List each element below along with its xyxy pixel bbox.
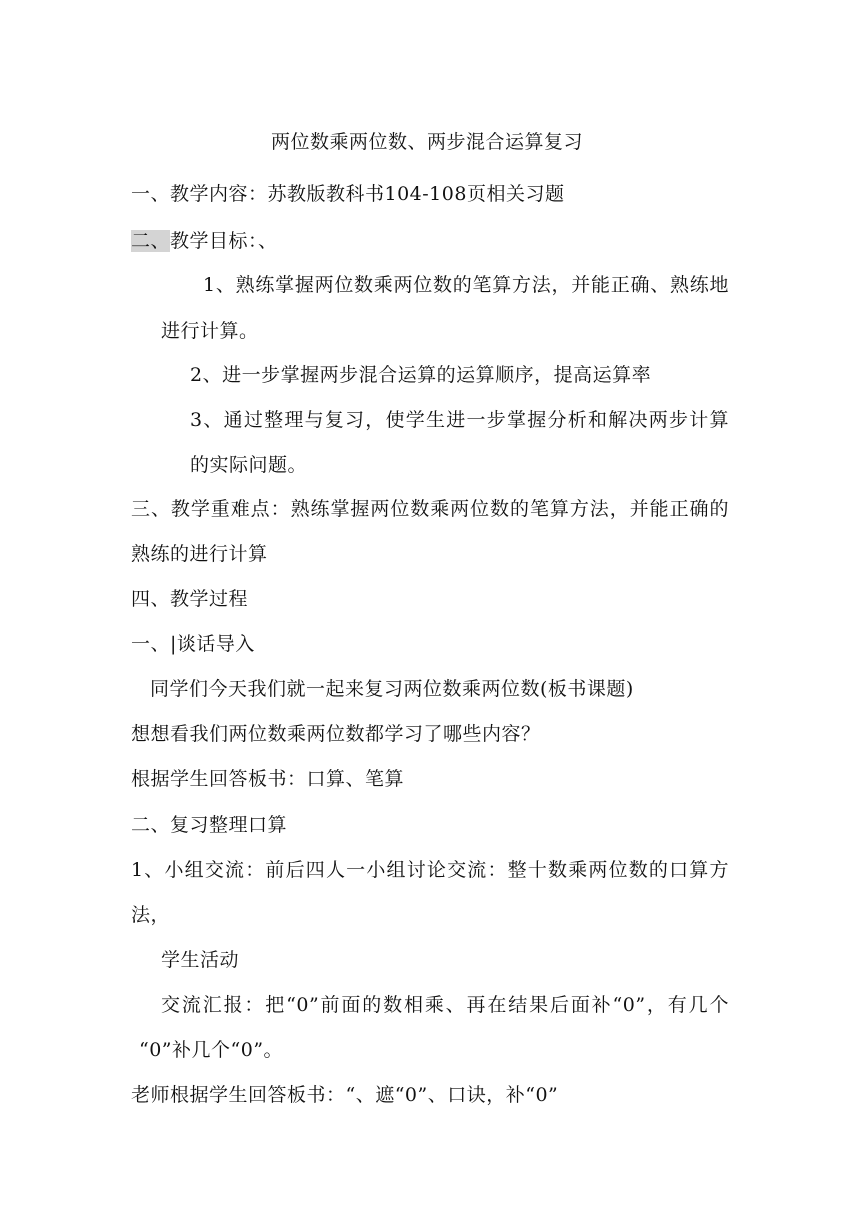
paragraph-blackboard: 根据学生回答板书：口算、笔算 — [131, 768, 405, 790]
paragraph-group-discussion-line-1: 1、小组交流：前后四人一小组讨论交流：整十数乘两位数的口算方 — [131, 859, 729, 881]
goal-1-line-2: 进行计算。 — [161, 320, 259, 342]
section-key-points-line-2: 熟练的进行计算 — [131, 543, 268, 565]
paragraph-question: 想想看我们两位数乘两位数都学习了哪些内容？ — [131, 723, 541, 745]
paragraph-group-discussion-line-2: 法， — [131, 904, 171, 926]
paragraph-review-intro: 同学们今天我们就一起来复习两位数乘两位数(板书课题) — [150, 678, 634, 700]
paragraph-report-line-1: 交流汇报：把“0”前面的数相乘、再在结果后面补“0”，有几个 — [161, 994, 729, 1016]
step-oral-review: 二、复习整理口算 — [131, 814, 288, 836]
section-key-points-line-1: 三、教学重难点：熟练掌握两位数乘两位数的笔算方法，并能正确的 — [131, 498, 729, 520]
goal-3-line-2: 的实际问题。 — [190, 454, 308, 476]
paragraph-student-activity: 学生活动 — [161, 949, 240, 971]
step-conversation-intro: 一、|谈话导入 — [131, 633, 255, 655]
goal-1-line-1: 1、熟练掌握两位数乘两位数的笔算方法，并能正确、熟练地 — [203, 274, 729, 296]
section-goals-label: 教学目标：、 — [170, 230, 278, 252]
section-teaching-content: 一、教学内容：苏教版教科书104-108页相关习题 — [131, 183, 565, 205]
goal-3-line-1: 3、通过整理与复习，使学生进一步掌握分析和解决两步计算 — [190, 409, 729, 431]
highlighted-section-number: 二、 — [131, 230, 171, 252]
section-process: 四、教学过程 — [131, 588, 249, 610]
document-title: 两位数乘两位数、两步混合运算复习 — [271, 131, 584, 153]
paragraph-teacher-blackboard: 老师根据学生回答板书：“、遮“0”、口诀，补“0” — [131, 1084, 559, 1106]
paragraph-report-line-2: “0”补几个“0”。 — [139, 1039, 284, 1061]
goal-2: 2、进一步掌握两步混合运算的运算顺序，提高运算率 — [190, 364, 652, 386]
section-goals — [131, 228, 278, 254]
